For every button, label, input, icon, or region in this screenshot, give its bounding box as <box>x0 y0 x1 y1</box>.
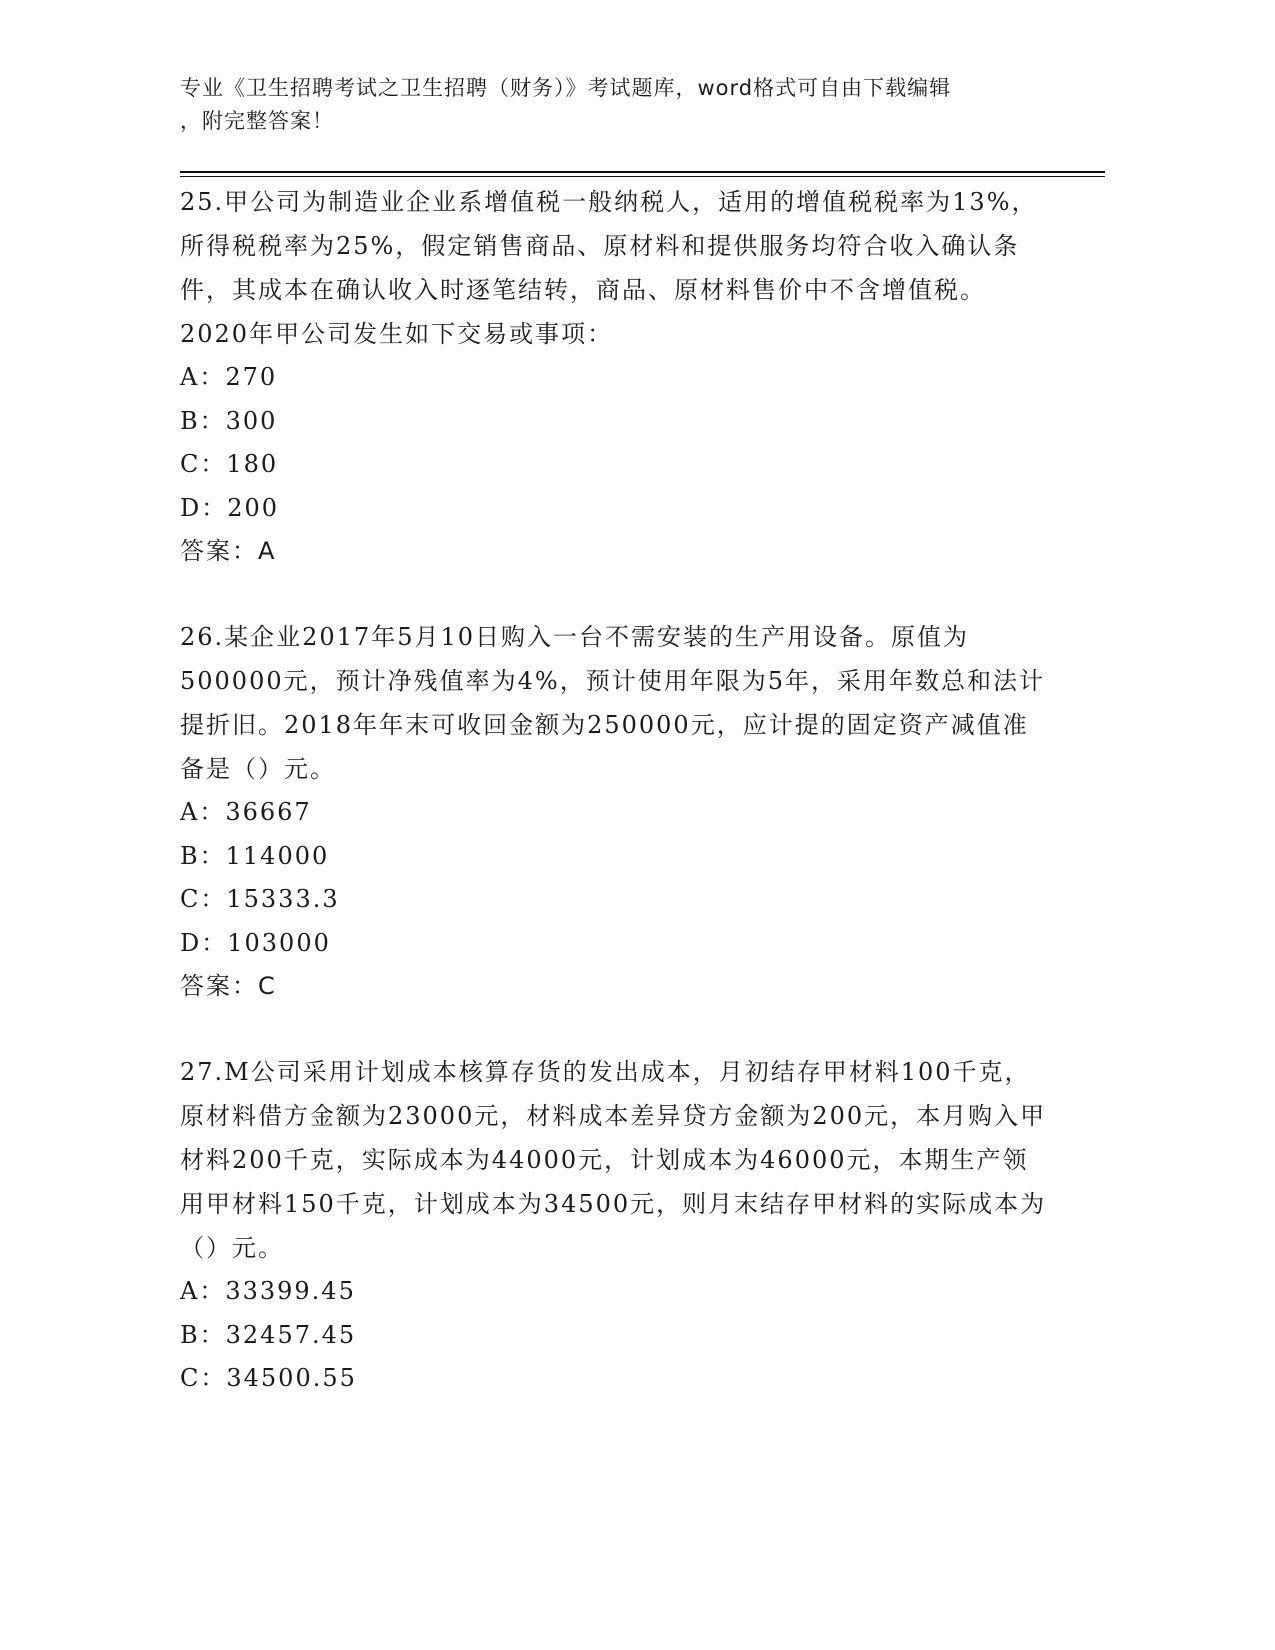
question-27 <box>180 1050 1050 1401</box>
header-line-2: ，附完整答案！ <box>180 109 334 133</box>
option-b: B：32457.45 <box>180 1320 357 1349</box>
answer-line: 答案：A <box>180 537 277 565</box>
header-line-1: 专业《卫生招聘考试之卫生招聘（财务）》考试题库，word格式可自由下载编辑 <box>180 76 952 100</box>
question-25 <box>180 180 1050 573</box>
option-c: C：180 <box>180 450 279 478</box>
question-text: 25.甲公司为制造业企业系增值税一般纳税人，适用的增值税税率为13%，所得税税率为25%，假定销售商品、原材料和提供服务均符合收入确认条件，其成本在确认收入时逐笔结转，商品、原材料售价中不含增值税。2020年甲公司发生如下交易或事项： <box>180 188 1038 348</box>
question-text: 26.某企业2017年5月10日购入一台不需安装的生产用设备。原值为500000元，预计净残值率为4%，预计使用年限为5年，采用年数总和法计提折旧。2018年年末可收回金额为250000元，应计提的固定资产减值准备是（）元。 <box>180 623 1045 783</box>
document-header <box>180 72 1040 138</box>
option-c: C：34500.55 <box>180 1364 357 1392</box>
option-b: B：114000 <box>180 841 330 870</box>
option-d: D：103000 <box>180 928 331 957</box>
header-divider-thick <box>180 171 1105 173</box>
question-26 <box>180 615 1050 1008</box>
option-b: B：300 <box>180 406 278 435</box>
option-a: A：36667 <box>180 798 312 826</box>
option-d: D：200 <box>180 493 280 522</box>
option-a: A：33399.45 <box>180 1277 356 1305</box>
question-text: 27.M公司采用计划成本核算存货的发出成本，月初结存甲材料100千克，原材料借方金额为23000元，材料成本差异贷方金额为200元，本月购入甲材料200千克，实际成本为44000元，计划成本为46000元，本期生产领用甲材料150千克，计划成本为34500元，则月末结存甲材料的实际成本为（）元。 <box>180 1058 1047 1262</box>
header-divider-thin <box>180 176 1105 177</box>
option-a: A：270 <box>180 363 278 391</box>
answer-line: 答案：C <box>180 972 277 1000</box>
option-c: C：15333.3 <box>180 885 340 913</box>
